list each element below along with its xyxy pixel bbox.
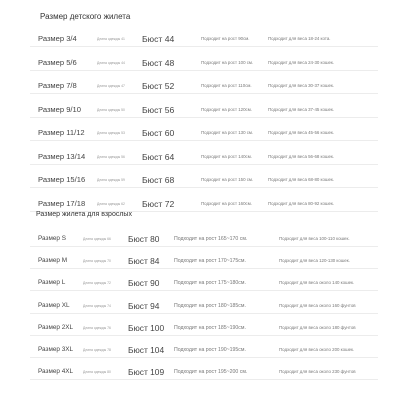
weight-fit: Подходит для веса 30-37 кошек.	[268, 83, 335, 88]
bust-measure: Бюст 56	[142, 104, 175, 115]
size-label: Размер 15/16	[38, 175, 86, 184]
bust-measure: Бюст 44	[142, 34, 175, 44]
garment-length: Длина одежды 74	[83, 303, 111, 308]
row-divider	[30, 117, 378, 118]
table-row	[0, 31, 400, 47]
bust-measure: Бюст 90	[128, 278, 160, 289]
bust-measure: Бюст 100	[128, 322, 165, 333]
weight-fit: Подходит для веса 120-130 кошек.	[279, 258, 350, 264]
height-fit: Подходит на рост 90см.	[201, 36, 250, 41]
size-label: Размер 17/18	[38, 198, 86, 208]
row-divider	[30, 140, 378, 141]
kids-section-title: Размер детского жилета	[40, 12, 131, 21]
size-label: Размер 7/8	[38, 81, 77, 90]
weight-fit: Подходит для веса 45-56 кошек.	[268, 130, 335, 135]
height-fit: Подходит на рост 160см.	[201, 200, 252, 206]
table-row	[0, 253, 400, 269]
size-label: Размер 11/12	[38, 128, 85, 137]
row-divider	[30, 246, 378, 247]
height-fit: Подходит на рост 110см.	[201, 83, 252, 88]
table-row	[0, 172, 400, 188]
weight-fit: Подходит для веса 56-68 кошек.	[268, 153, 335, 159]
garment-length: Длина одежды 41	[97, 37, 125, 41]
height-fit: Подходит на рост 100 см.	[201, 59, 254, 65]
table-row	[0, 298, 400, 314]
row-divider	[30, 379, 378, 380]
garment-length: Длина одежды 78	[83, 348, 111, 352]
table-row	[0, 102, 400, 118]
height-fit: Подходит на рост 140см.	[201, 153, 252, 159]
bust-measure: Бюст 68	[142, 175, 175, 185]
table-row	[0, 149, 400, 165]
table-row	[0, 275, 400, 291]
table-row	[0, 125, 400, 141]
bust-measure: Бюст 72	[142, 198, 175, 209]
bust-measure: Бюст 64	[142, 151, 175, 162]
bust-measure: Бюст 104	[128, 345, 165, 355]
weight-fit: Подходит для веса около 230 фунтов	[279, 369, 356, 375]
table-row	[0, 231, 400, 247]
size-label: Размер 3XL	[38, 346, 74, 353]
table-row	[0, 196, 400, 212]
size-label: Размер M	[38, 257, 68, 265]
weight-fit: Подходит для веса 100-110 кошек.	[279, 236, 350, 241]
row-divider	[30, 164, 378, 165]
height-fit: Подходит на рост 165~170 см.	[174, 236, 248, 242]
table-row	[0, 78, 400, 94]
height-fit: Подходит на рост 150 см.	[201, 177, 254, 182]
row-divider	[30, 268, 378, 269]
bust-measure: Бюст 48	[142, 57, 175, 68]
garment-length: Длина одежды 70	[83, 259, 111, 264]
bust-measure: Бюст 60	[142, 128, 175, 138]
bust-measure: Бюст 94	[128, 300, 160, 311]
size-label: Размер L	[38, 279, 66, 287]
height-fit: Подходит на рост 190~195см.	[174, 347, 246, 353]
bust-measure: Бюст 80	[128, 234, 160, 244]
garment-length: Длина одежды 66	[83, 237, 111, 241]
height-fit: Подходит на рост 195~200 см.	[174, 369, 248, 376]
bust-measure: Бюст 109	[128, 367, 165, 378]
garment-length: Длина одежды 62	[97, 201, 125, 206]
bust-measure: Бюст 52	[142, 81, 175, 91]
size-label: Размер 9/10	[38, 104, 81, 114]
height-fit: Подходит на рост 185~190см.	[174, 324, 246, 331]
garment-length: Длина одежды 76	[83, 325, 111, 330]
weight-fit: Подходит для веса 80-92 кошек.	[268, 200, 335, 206]
size-label: Размер 3/4	[38, 34, 77, 43]
row-divider	[30, 357, 378, 358]
weight-fit: Подходит для веса 68-80 кошек.	[268, 177, 335, 182]
row-divider	[30, 313, 378, 314]
garment-length: Длина одежды 80	[83, 370, 111, 375]
garment-length: Длина одежды 59	[97, 178, 125, 182]
height-fit: Подходит на рост 175~180см.	[174, 280, 246, 287]
weight-fit: Подходит для веса около 160 фунтов	[279, 302, 356, 308]
row-divider	[30, 187, 378, 188]
weight-fit: Подходит для веса 24-30 кошек.	[268, 59, 335, 65]
size-label: Размер 4XL	[38, 368, 74, 376]
height-fit: Подходит на рост 180~185см.	[174, 302, 246, 309]
size-label: Размер XL	[38, 301, 70, 309]
garment-length: Длина одежды 47	[97, 84, 125, 88]
size-label: Размер 5/6	[38, 57, 77, 67]
height-fit: Подходит на рост 130 см.	[201, 130, 254, 135]
weight-fit: Подходит для веса около 180 фунтов	[279, 324, 356, 330]
garment-length: Длина одежды 44	[97, 60, 125, 65]
size-label: Размер S	[38, 235, 67, 242]
size-label: Размер 13/14	[38, 151, 86, 161]
weight-fit: Подходит для веса около 140 кошек.	[279, 280, 355, 286]
height-fit: Подходит на рост 170~175см.	[174, 258, 246, 265]
row-divider	[30, 335, 378, 336]
row-divider	[30, 290, 378, 291]
garment-length: Длина одежды 56	[97, 154, 125, 159]
height-fit: Подходит на рост 120см.	[201, 106, 252, 112]
garment-length: Длина одежды 53	[97, 131, 125, 135]
table-row	[0, 320, 400, 336]
garment-length: Длина одежды 72	[83, 281, 111, 286]
row-divider	[30, 93, 378, 94]
size-label: Размер 2XL	[38, 323, 74, 331]
table-row	[0, 364, 400, 380]
table-row	[0, 55, 400, 71]
weight-fit: Подходит для веса 37-45 кошек.	[268, 106, 335, 112]
bust-measure: Бюст 84	[128, 256, 160, 267]
table-row	[0, 342, 400, 358]
adult-section-title: Размер жилета для взрослых	[36, 211, 132, 218]
row-divider	[30, 46, 378, 47]
row-divider	[30, 70, 378, 71]
garment-length: Длина одежды 50	[97, 107, 125, 112]
weight-fit: Подходит для веса около 200 кошек.	[279, 347, 355, 352]
weight-fit: Подходит для веса 18-24 кота.	[268, 36, 331, 41]
